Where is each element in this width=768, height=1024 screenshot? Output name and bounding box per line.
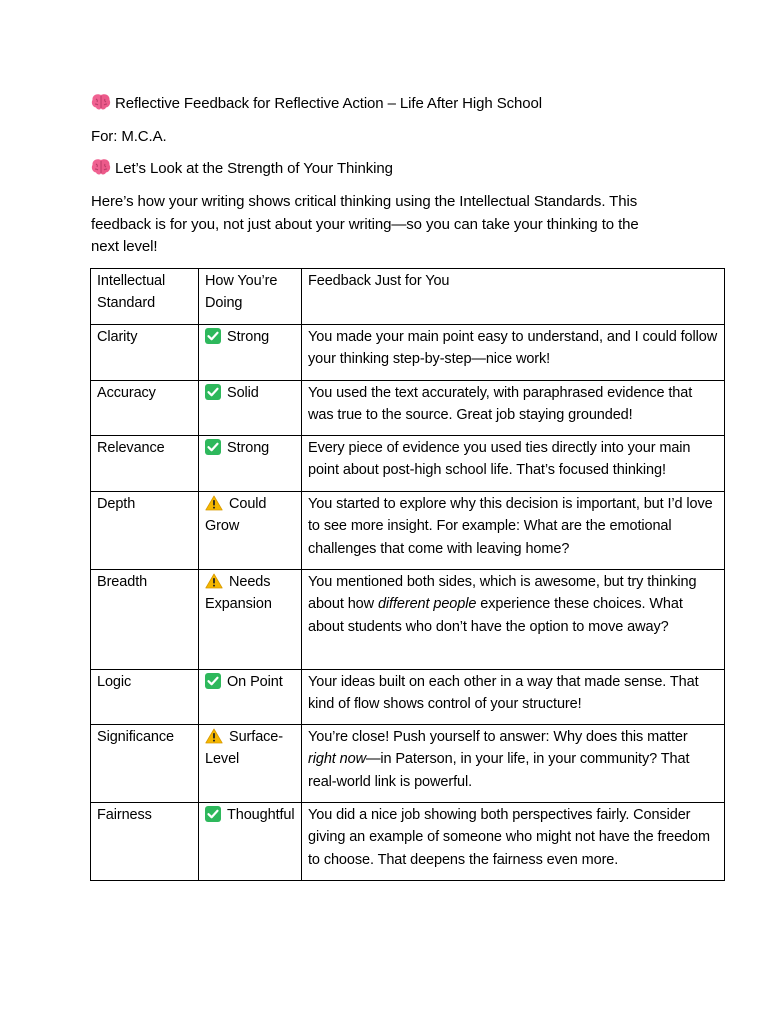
feedback-cell: Your ideas built on each other in a way that made sense. That kind of flow shows control of your structure! [302,670,725,725]
feedback-cell: Every piece of evidence you used ties directly into your main point about post-high school life. That’s focused thinking! [302,436,725,492]
table-row [91,325,725,381]
check-icon [205,673,221,689]
rating-cell [199,725,302,803]
rating-cell [199,803,302,881]
brain-icon [91,93,111,111]
check-icon [205,384,221,400]
table-header-row [91,269,725,325]
feedback-cell: You started to explore why this decision is important, but I’d love to see more insight. For example: What are the emotional challenges that come with leaving home? [302,492,725,570]
section-heading [91,158,393,180]
standard-cell: Depth [91,492,199,570]
feedback-emphasis: different people [377,596,477,613]
check-icon [205,439,221,455]
warning-icon [205,573,223,589]
section-heading-text: Let’s Look at the Strength of Your Thinking [115,160,393,177]
rating-label: Solid [227,385,259,401]
intellectual-standards-table [90,268,725,881]
rating-label: Strong [227,440,270,456]
table-row [91,725,725,803]
standard-cell: Significance [91,725,199,803]
check-icon [205,806,221,822]
header-rating: How You’re Doing [199,269,302,325]
rating-cell [199,570,302,670]
feedback-cell: You did a nice job showing both perspectives fairly. Consider giving an example of someone who might not have the freedom to choose. That deepens the fairness even more. [302,803,725,881]
rating-cell [199,492,302,570]
intro-line: feedback is for you, not just about your writing—so you can take your thinking to the [91,215,639,233]
rating-cell [199,325,302,381]
standard-cell: Logic [91,670,199,725]
standard-cell: Relevance [91,436,199,492]
table-row [91,803,725,881]
feedback-cell [302,725,725,803]
feedback-cell [302,570,725,670]
document-title-text: Reflective Feedback for Reflective Action – Life After High School [115,95,542,112]
feedback-text: —in Paterson, in your life, in your community? That real-world link is powerful. [308,751,690,790]
table-row [91,570,725,670]
rating-label: On Point [227,674,283,690]
warning-icon [205,495,223,511]
rating-cell [199,381,302,436]
rating-label: Could Grow [205,496,267,535]
document-title [91,93,542,115]
feedback-text: experience these choices. What about students who don’t have the option to move away? [308,596,683,635]
rating-label: Strong [227,329,270,345]
table-row [91,436,725,492]
standard-cell: Clarity [91,325,199,381]
header-standard: Intellectual Standard [91,269,199,325]
feedback-text: You’re close! Push yourself to answer: Why does this matter [308,729,688,745]
check-icon [205,328,221,344]
intro-line: Here’s how your writing shows critical thinking using the Intellectual Standards. This [91,193,638,210]
brain-icon [91,158,111,176]
feedback-cell: You made your main point easy to understand, and I could follow your thinking step-by-step—nice work! [302,325,725,381]
intro-paragraph [91,191,691,259]
table-row [91,492,725,570]
feedback-emphasis: right now [308,751,366,768]
warning-icon [205,728,223,744]
rating-cell [199,670,302,725]
rating-label: Needs Expansion [205,574,272,613]
table-row [91,381,725,436]
standard-cell: Fairness [91,803,199,881]
intro-line: next level! [91,238,158,255]
standard-cell: Accuracy [91,381,199,436]
standard-cell: Breadth [91,570,199,670]
table-row [91,670,725,725]
rating-label: Surface-Level [205,729,283,768]
feedback-text: You mentioned both sides, which is awesome, but try thinking about how [308,574,697,613]
feedback-cell: You used the text accurately, with paraphrased evidence that was true to the source. Great job staying grounded! [302,381,725,436]
recipient-line: For: M.C.A. [91,128,167,145]
rating-cell [199,436,302,492]
header-feedback: Feedback Just for You [302,269,725,325]
rating-label: Thoughtful [227,807,295,823]
